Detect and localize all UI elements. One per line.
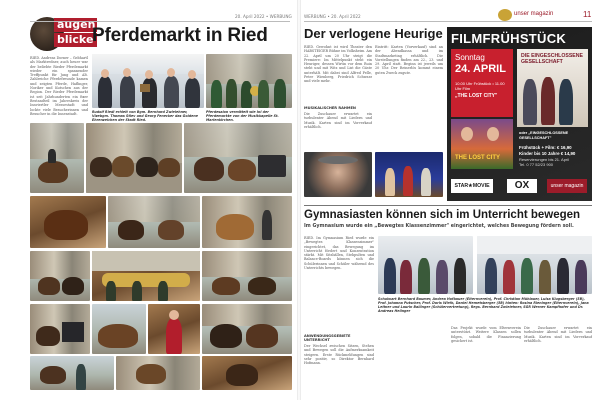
photo-carriage-street — [30, 304, 90, 354]
photo-band — [206, 54, 292, 108]
header-date-right: WERBUNG • 20. April 2022 — [304, 14, 361, 19]
caption-band: Pferdesalon vermittelt wie Ini der Pferdemarkte von der Musikkapelle St. Marienkirchen. — [206, 110, 279, 123]
ad-time: 10.00 Uhr Frühstück • 11.00 Uhr Film — [455, 81, 505, 91]
story1-col2: Eintritt: Karten (Vorverkauf) sind an der Abendkassa und im Stadtmarketing erhältlich. Die Vorstellungen finden am 22., 23. und 29. April statt. Beginn ist jeweils um 20 Uhr. Der Reinerlös kommt einem guten Zweck zugute. — [375, 45, 443, 75]
ad-price-2: Kinder bis 10 Jahre € 14,90 — [519, 151, 576, 156]
photo-crowd-3 — [202, 356, 292, 390]
photo-square-horses — [30, 251, 90, 301]
story2-deck: Im Gymnasium wurde ein „Bewegtes Klassenzimmer" eingerichtet, welches Bewegung fördern soll. — [304, 224, 574, 229]
story2-col1: RIED. Im Gymnasium Ried wurde ein „Bewegtes Klassenzimmer" eingerichtet, das Bewegung im Unterricht fördert und Konzentration stärkt. Mit Sitzbällen, Stehpulten und Balance-Boards können sich die Schülerinnen und Schüler während des Unterrichts bewegen. — [304, 236, 374, 271]
ad-price-4: Tel. 0 77 52/23 900 — [519, 162, 554, 167]
story2-col3: Das Projekt wurde vom Elternverein unterstützt. Weitere Klassen sollen folgen, sobald die Finanzierung gesichert ist. — [451, 326, 521, 343]
story2-subhead: ANWENDUNGSGEBIETE UNTERRICHT — [304, 334, 351, 343]
story1-col1b: Die Zuschauer erwartet ein turbulenter Abend mit Liedern und Musik. Karten sind im Vorverkauf erhältlich. — [304, 112, 372, 129]
ad-film-note: oder „EINGESCHLOSSENE GESELLSCHAFT" — [519, 131, 569, 140]
ad-logo-starmovie: STAR★MOVIE — [451, 179, 493, 193]
photo-drummer — [148, 304, 200, 354]
header-rule — [30, 21, 290, 22]
ad-poster-gesellschaft — [517, 49, 588, 127]
story2-photo-right — [477, 236, 592, 294]
photo-rider-pair — [92, 304, 146, 354]
photo-horse-carriage — [184, 123, 292, 193]
caption-award: Rudolf Riedl erhielt von Bgm. Bernhard Zwielehner, Vizebgm. Thomas Stiev und Georg Fenecker das Goldene Ehrenzeichen der Stadt Ried. — [92, 110, 198, 123]
page-number: 11 — [583, 10, 592, 19]
header-rule-right — [304, 21, 592, 22]
left-page — [0, 0, 298, 400]
story2-col4: Die Zuschauer erwartet ein turbulenter Abend mit Liedern und Musik. Karten sind im Vorverkauf erhältlich. — [524, 326, 592, 343]
ad-poster-title: DIE EINGESCHLOSSENE GESELLSCHAFT — [521, 53, 583, 65]
ad-event: „THE LOST CITY" — [455, 93, 498, 99]
photo-crowd-2 — [116, 356, 200, 390]
ad-poster-banner: THE LOST CITY — [455, 155, 500, 161]
ad-subtitle: Sonntag — [455, 53, 485, 62]
logo-text-top: augen — [54, 18, 97, 32]
story2-rule — [304, 205, 592, 206]
photo-crowd-1 — [30, 356, 114, 390]
photo-draft-horses — [202, 304, 292, 354]
story1-headline: Der verlogene Heurige — [304, 26, 443, 41]
story2-headline: Gymnasiasten können sich im Unterricht bewegen — [304, 209, 581, 221]
intro-text: RIED. Andreas Dorner – Gebhartl als Marktredner, auch heuer war der beliebte Rieder Pferdemarkt wieder ein spannender Treffpunkt für Jung und Alt. Zahlreiche Pferdefreunde kamen und zeigten Pferde, Haflinger, Noriker und Kutschen aus der Region. Der Rieder Pferdemarkt ist seit Jahrhunderten ein fixer Bestandteil im Jahreskreis der Innviertler Messestadt und lockte viele Besucherinnen und Besucher in die Innenstadt. — [30, 56, 88, 116]
header-date: 20. April 2022 • WERBUNG — [235, 14, 292, 19]
photo-horse-rider-1 — [30, 123, 84, 193]
ad-poster-lost-city — [451, 119, 513, 169]
photo-award — [92, 54, 204, 108]
ad-filmfruehstueck[interactable] — [447, 27, 592, 201]
story2-caption: Schulwart Bernhard Baumer, Andrea Hofbauer (Elternverein), Prof. Christian Mühlauer, Luisa Klugsberger (5B), Prof. Johanna Putscher, Prof. Doris Wirth, Daniel Hemetsberger (5B) hinten: Rosina Rieninger (Elternverein), Jana Leitner und Laurin Ballinger (Schülervertretung), Regs. Bernhard Zwielehner, SGR Werner Kampfhofer und Dr. Andreas Helinger — [378, 297, 589, 314]
right-page — [301, 0, 600, 400]
ad-logo-magazin: unser magazin — [547, 179, 587, 193]
story1-photo-stage — [375, 152, 443, 197]
story2-col2: Der Wechsel zwischen Sitzen, Stehen und Bewegen soll die Aufmerksamkeit steigern. Erste Rückmeldungen sind sehr positiv, so Direktor Bernhard Hofmann. — [304, 344, 374, 366]
story1-photo-face — [304, 152, 372, 197]
augenblicke-logo — [30, 17, 96, 53]
ad-date: 24. APRIL — [455, 63, 506, 75]
magazine-emblem — [498, 9, 512, 21]
photo-haflinger — [202, 196, 292, 248]
photo-parade-band — [92, 251, 200, 301]
magazine-label: unser magazin — [514, 11, 554, 17]
ad-logo-ox: OX — [507, 179, 537, 193]
story1-col1: RIED. Gewohnt ist wird Theater den HABSTEIGER Bühne im Volksheim. Am 22. April um 20 Uhr steigt die Premiere: Im Mittelpunkt steht ein Heuriger, dessen Wirtin vor dem Ruin steht und mit Witz und List die Gäste unterhält. Mit dabei sind Alfred Pelle, Peter Wienberg, Friedrich Schwarz und viele mehr. — [304, 45, 372, 84]
ad-price-1: Frühstück + Film: € 16,90 — [519, 145, 572, 150]
magazine-logo — [498, 9, 568, 21]
photo-horse-brown — [30, 196, 106, 248]
photo-town-horses — [202, 251, 292, 301]
logo-text-bottom: blicke — [54, 33, 97, 47]
headline: Pferdemarkt in Ried — [92, 25, 268, 46]
story2-photo-left — [378, 236, 473, 294]
photo-market-crowd — [108, 196, 200, 248]
photo-horse-lineup — [86, 123, 182, 193]
ad-title: FILMFRÜHSTÜCK — [451, 31, 567, 46]
story1-subhead: MUSIKALISCHER RAHMEN — [304, 106, 356, 110]
ad-price-3: Reservierungen bis 21. April — [519, 157, 570, 162]
